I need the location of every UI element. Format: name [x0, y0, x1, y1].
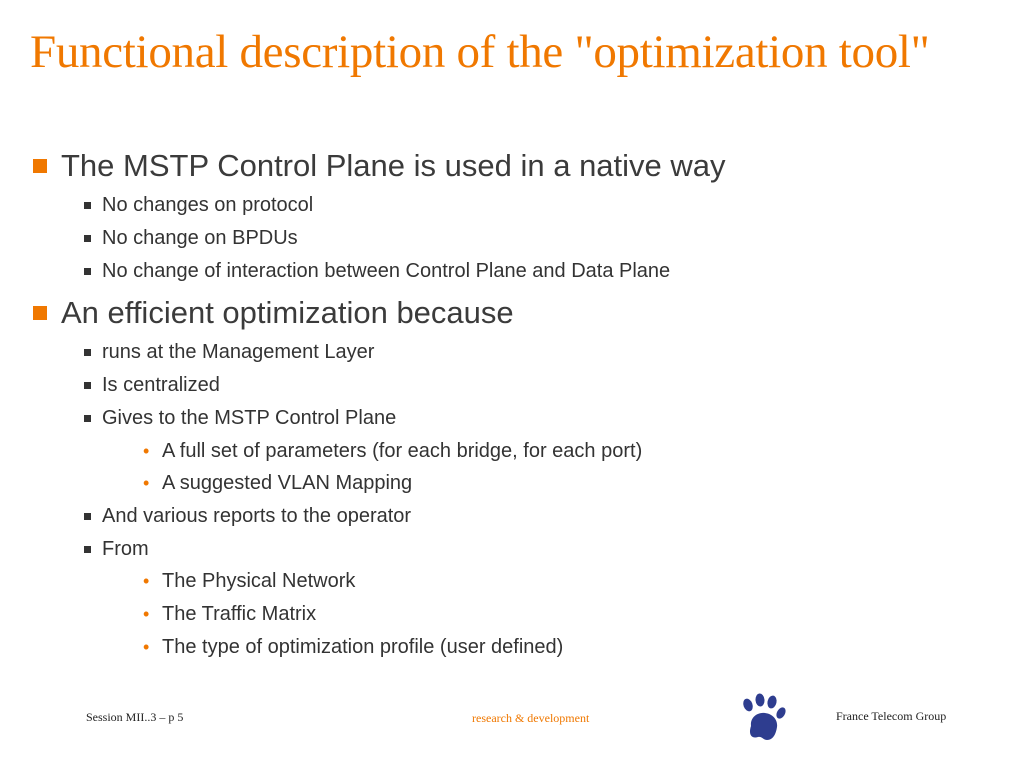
- bullet-item-level3: [143, 437, 642, 465]
- bullet-text: No change on BPDUs: [102, 226, 298, 249]
- bullet-text: The Physical Network: [162, 569, 356, 592]
- bullet-text: A suggested VLAN Mapping: [162, 471, 413, 494]
- square-bullet-icon: [84, 415, 91, 422]
- bullet-item-level2: [84, 191, 313, 219]
- dot-bullet-icon: •: [143, 570, 150, 591]
- footer-company-label: France Telecom Group: [836, 709, 947, 723]
- bullet-text: From: [102, 537, 149, 560]
- slide-title: Functional description of the "optimization tool": [30, 26, 930, 78]
- bullet-text: The Traffic Matrix: [162, 602, 317, 625]
- square-bullet-icon: [84, 546, 91, 553]
- bullet-text: No changes on protocol: [102, 193, 314, 216]
- dot-bullet-icon: •: [143, 603, 150, 624]
- square-bullet-icon: [84, 349, 91, 356]
- square-bullet-icon: [84, 268, 91, 275]
- square-bullet-icon: [84, 382, 91, 389]
- bullet-text: Gives to the MSTP Control Plane: [102, 406, 397, 429]
- bullet-item-level2: [84, 404, 396, 432]
- bullet-text: An efficient optimization because: [61, 295, 514, 330]
- dot-bullet-icon: •: [143, 472, 150, 493]
- bullet-item-level1: [33, 293, 514, 333]
- square-bullet-icon: [33, 159, 47, 173]
- bullet-text: No change of interaction between Control Plane and Data Plane: [102, 259, 671, 282]
- paw-print-icon: [740, 693, 786, 743]
- bullet-item-level2: [84, 371, 220, 399]
- dot-bullet-icon: •: [143, 636, 150, 657]
- bullet-item-level2: [84, 502, 411, 530]
- bullet-text: A full set of parameters (for each bridge, for each port): [162, 439, 643, 462]
- bullet-item-level2: [84, 224, 298, 252]
- bullet-text: And various reports to the operator: [102, 504, 412, 527]
- bullet-text: runs at the Management Layer: [102, 340, 375, 363]
- bullet-text: The MSTP Control Plane is used in a native way: [61, 148, 726, 183]
- bullet-item-level3: [143, 469, 412, 497]
- square-bullet-icon: [33, 306, 47, 320]
- bullet-item-level2: [84, 535, 149, 563]
- bullet-item-level2: [84, 338, 374, 366]
- bullet-text: Is centralized: [102, 373, 220, 396]
- bullet-item-level3: [143, 633, 563, 661]
- dot-bullet-icon: •: [143, 440, 150, 461]
- footer-session-label: Session MII..3 – p 5: [86, 710, 184, 724]
- bullet-item-level3: [143, 567, 355, 595]
- square-bullet-icon: [84, 202, 91, 209]
- square-bullet-icon: [84, 235, 91, 242]
- bullet-item-level3: [143, 600, 316, 628]
- bullet-item-level1: [33, 146, 726, 186]
- bullet-text: The type of optimization profile (user defined): [162, 635, 564, 658]
- bullet-item-level2: [84, 257, 670, 285]
- square-bullet-icon: [84, 513, 91, 520]
- footer-department-label: research & development: [472, 711, 590, 725]
